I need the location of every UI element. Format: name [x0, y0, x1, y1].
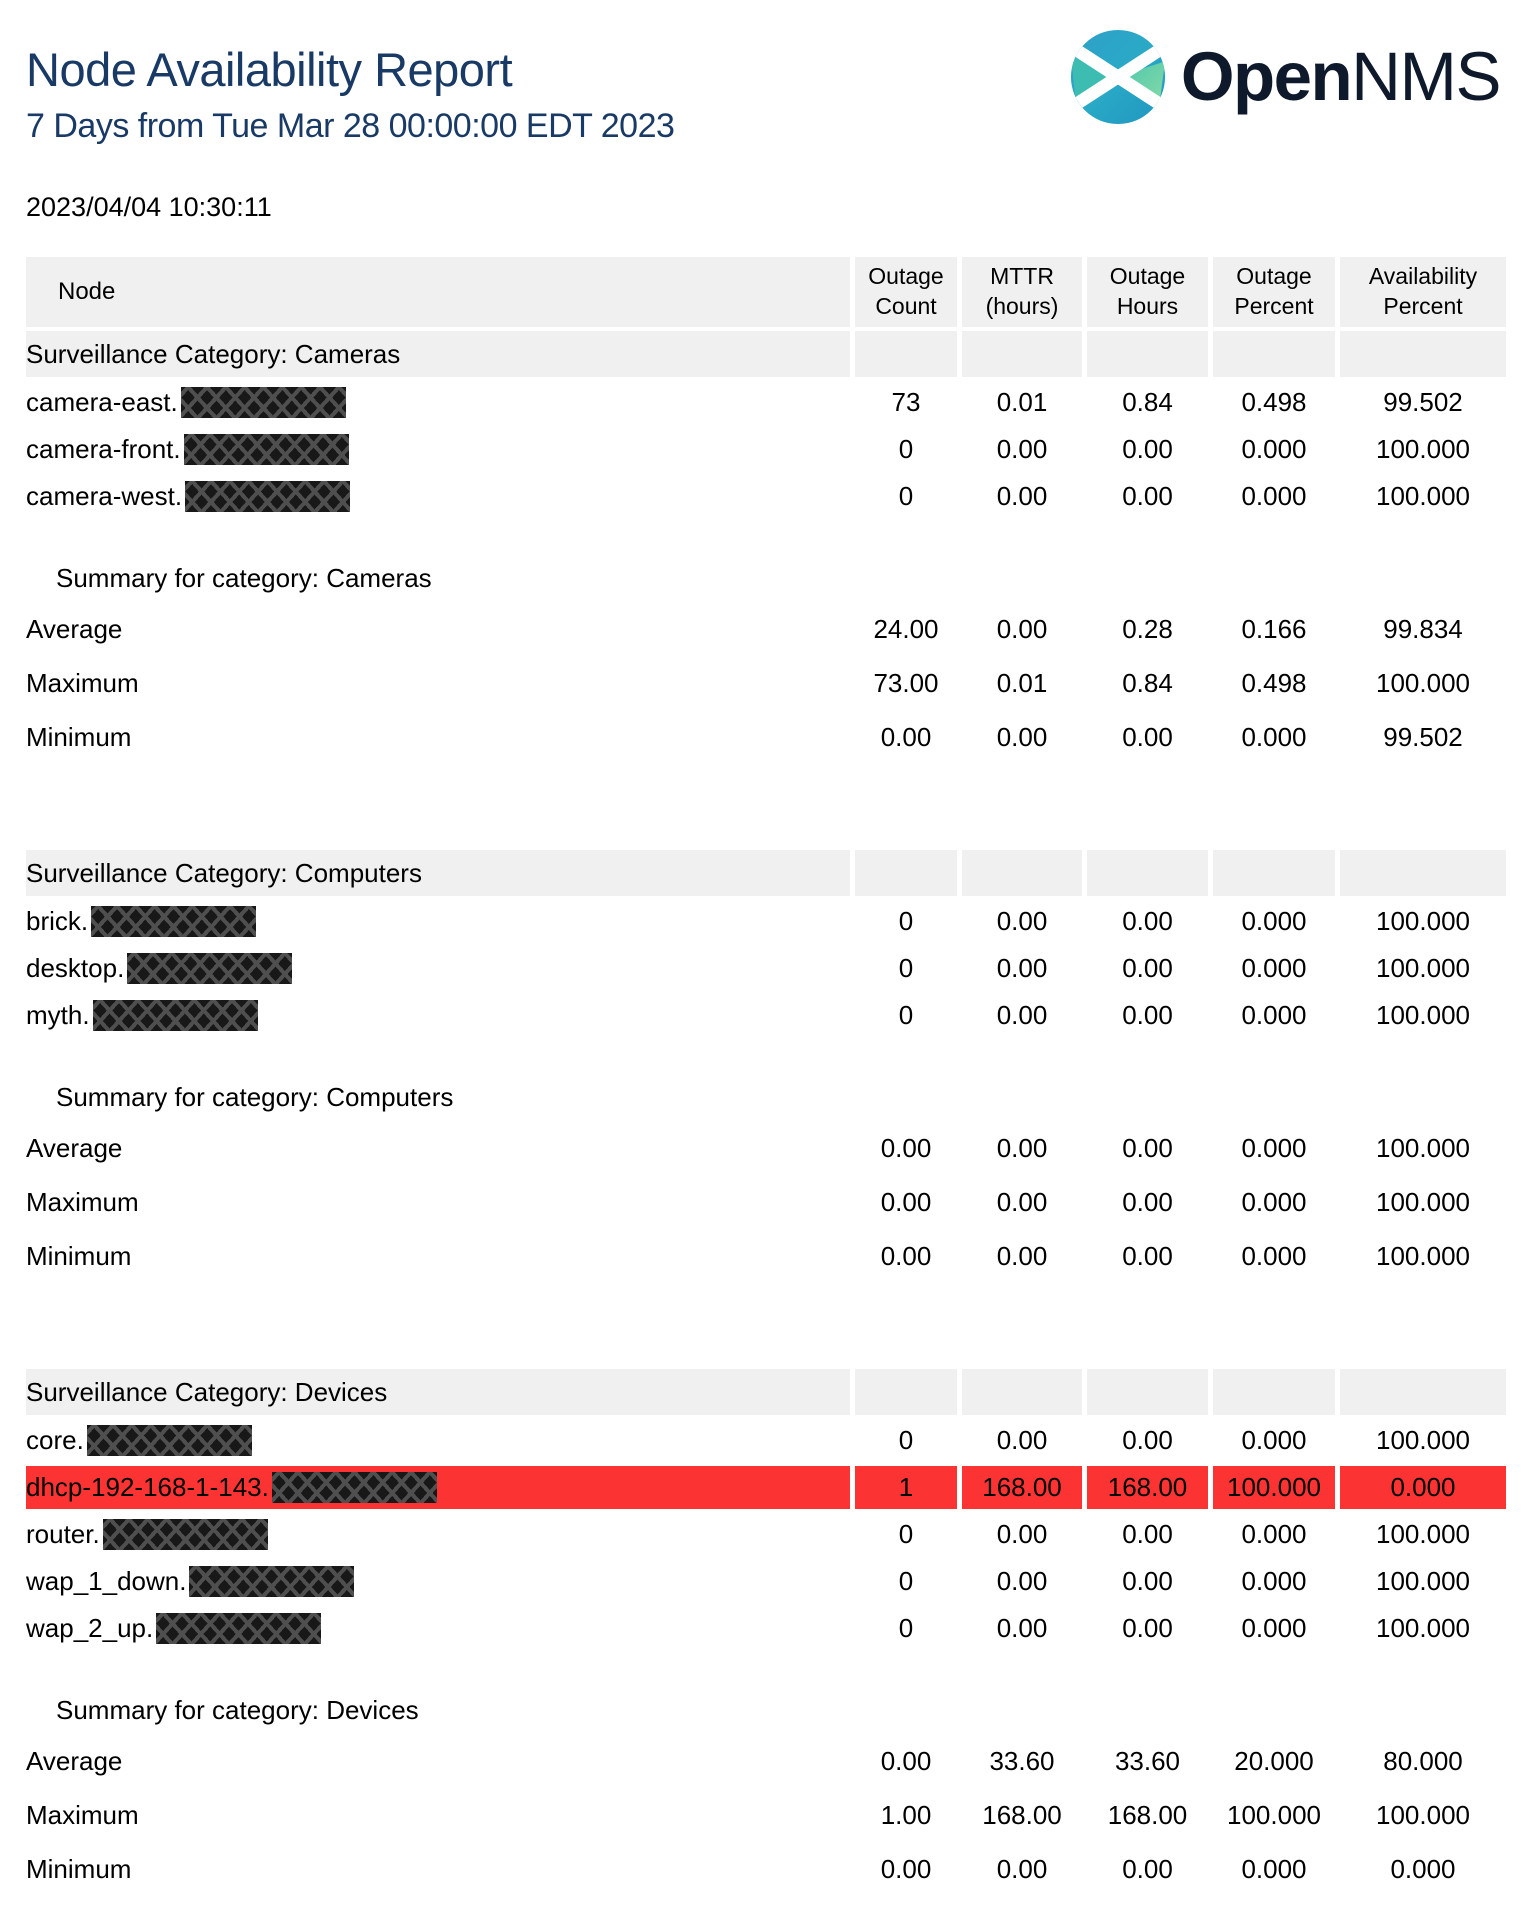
category-fill-cell: [1213, 850, 1335, 896]
node-name: [26, 1513, 850, 1556]
summary-stat-label: Maximum: [26, 667, 139, 698]
node-name: [26, 1560, 850, 1603]
outage-count-summary-value: 0.00: [880, 721, 932, 752]
column-header-outage-hours: Outage Hours: [1087, 257, 1208, 327]
opennms-globe-icon: [1069, 28, 1167, 126]
report-header: [0, 0, 1526, 146]
mttr-hours-value: 0.00: [996, 1566, 1048, 1596]
category-label: Surveillance Category: Computers: [26, 850, 850, 896]
wordmark-open: Open: [1180, 38, 1352, 115]
outage-percent-summary-value: 20.000: [1234, 1745, 1314, 1776]
outage-count-summary-value: 0.00: [880, 1240, 932, 1271]
node-name-prefix: desktop.: [26, 953, 125, 983]
outage-hours-summary-value: 168.00: [1107, 1799, 1188, 1830]
outage-percent-value: 0.000: [1241, 434, 1307, 464]
spacer-cell: [26, 1654, 1506, 1684]
node-name-prefix: camera-west.: [26, 481, 183, 511]
availability-percent-value: 99.502: [1383, 387, 1463, 417]
mttr-hours-summary-value: 0.00: [996, 1132, 1048, 1163]
mttr-hours-value: 0.00: [996, 481, 1048, 511]
node-name: [26, 381, 850, 424]
node-name-prefix: router.: [26, 1519, 100, 1549]
report-period-subtitle: 7 Days from Tue Mar 28 00:00:00 EDT 2023: [26, 107, 675, 145]
availability-percent-summary-value: 100.000: [1376, 1186, 1470, 1217]
mttr-hours-value: 0.00: [996, 1000, 1048, 1030]
redaction-box: [103, 1519, 268, 1550]
mttr-hours-value: 0.00: [996, 1613, 1048, 1643]
availability-percent-summary-value: 100.000: [1376, 1240, 1470, 1271]
availability-percent-value: 100.000: [1376, 953, 1470, 983]
node-row: [26, 475, 1506, 518]
node-row: [26, 1513, 1506, 1556]
redaction-box: [87, 1425, 252, 1456]
outage-count-value: 0: [898, 1613, 914, 1643]
spacer-row: [26, 1285, 1506, 1365]
node-row: [26, 994, 1506, 1037]
outage-count-value: 1: [855, 1466, 957, 1509]
page-title: Node Availability Report: [26, 43, 513, 96]
column-header-mttr-hours: MTTR (hours): [962, 257, 1082, 327]
outage-count-summary-value: 0.00: [880, 1745, 932, 1776]
opennms-logo: [1069, 28, 1500, 126]
availability-percent-value: 0.000: [1340, 1466, 1506, 1509]
outage-count-value: 0: [898, 953, 914, 983]
summary-heading-row: [26, 1688, 1506, 1732]
summary-heading: Summary for category: Devices: [56, 1694, 419, 1725]
outage-count-value: 0: [898, 1000, 914, 1030]
outage-count-value: 0: [898, 481, 914, 511]
redaction-box: [272, 1472, 437, 1503]
mttr-hours-summary-value: 33.60: [989, 1745, 1055, 1776]
availability-percent-value: 100.000: [1376, 906, 1470, 936]
outage-count-summary-value: 0.00: [880, 1853, 932, 1884]
summary-heading-row: [26, 556, 1506, 600]
mttr-hours-summary-value: 0.00: [996, 1240, 1048, 1271]
outage-percent-value: 0.000: [1241, 906, 1307, 936]
summary-stat-label: Minimum: [26, 721, 132, 752]
category-fill-cell: [1213, 331, 1335, 377]
summary-stat-label: Maximum: [26, 1799, 139, 1830]
category-fill-cell: [1087, 1369, 1208, 1415]
node-row: [26, 428, 1506, 471]
category-fill-cell: [1087, 850, 1208, 896]
availability-percent-value: 100.000: [1376, 1613, 1470, 1643]
category-label: Surveillance Category: Devices: [26, 1369, 850, 1415]
outage-hours-value: 0.00: [1122, 1000, 1173, 1030]
summary-row: [26, 658, 1506, 708]
mttr-hours-value: 0.01: [996, 387, 1048, 417]
category-fill-cell: [962, 331, 1082, 377]
outage-hours-value: 0.00: [1122, 481, 1173, 511]
summary-row: [26, 1790, 1506, 1840]
node-name: [26, 947, 850, 990]
summary-stat-label: Average: [26, 1132, 123, 1163]
summary-heading: Summary for category: Cameras: [56, 562, 432, 593]
column-header-outage-percent: Outage Percent: [1213, 257, 1335, 327]
availability-percent-value: 100.000: [1376, 1425, 1470, 1455]
mttr-hours-value: 0.00: [996, 1519, 1048, 1549]
category-fill-cell: [962, 850, 1082, 896]
outage-percent-value: 0.498: [1241, 387, 1307, 417]
outage-count-summary-value: 0.00: [880, 1132, 932, 1163]
column-header-outage-count: Outage Count: [855, 257, 957, 327]
mttr-hours-summary-value: 168.00: [982, 1799, 1062, 1830]
spacer-cell: [26, 1041, 1506, 1071]
category-fill-cell: [1213, 1369, 1335, 1415]
outage-hours-value: 0.00: [1122, 1566, 1173, 1596]
outage-percent-summary-value: 0.000: [1241, 1186, 1307, 1217]
node-name-prefix: wap_1_down.: [26, 1566, 187, 1596]
column-header-row: [26, 257, 1506, 327]
category-fill-cell: [855, 1369, 957, 1415]
outage-hours-summary-value: 0.00: [1122, 1186, 1173, 1217]
outage-hours-summary-value: 0.00: [1122, 1853, 1173, 1884]
outage-count-value: 0: [898, 434, 914, 464]
outage-hours-summary-value: 0.84: [1122, 667, 1173, 698]
outage-percent-value: 0.000: [1241, 1566, 1307, 1596]
outage-percent-summary-value: 0.498: [1241, 667, 1307, 698]
spacer-cell: [26, 766, 1506, 846]
category-fill-cell: [1340, 331, 1506, 377]
opennms-wordmark: [1181, 28, 1500, 126]
summary-stat-label: Average: [26, 1745, 123, 1776]
column-header-node: Node: [26, 257, 850, 327]
spacer-row: [26, 1041, 1506, 1071]
category-fill-cell: [1087, 331, 1208, 377]
availability-percent-summary-value: 0.000: [1390, 1853, 1456, 1884]
category-fill-cell: [855, 331, 957, 377]
outage-hours-summary-value: 33.60: [1114, 1745, 1181, 1776]
outage-percent-summary-value: 0.166: [1241, 613, 1307, 644]
node-name: [26, 1419, 850, 1462]
outage-percent-value: 0.000: [1241, 1519, 1307, 1549]
outage-percent-value: 0.000: [1241, 481, 1307, 511]
mttr-hours-value: 168.00: [962, 1466, 1082, 1509]
availability-table: [21, 253, 1511, 1898]
redaction-box: [185, 481, 350, 512]
mttr-hours-summary-value: 0.00: [996, 721, 1048, 752]
node-name: [26, 994, 850, 1037]
node-name: [26, 428, 850, 471]
outage-count-summary-value: 1.00: [880, 1799, 932, 1830]
category-row: [26, 331, 1506, 377]
outage-count-summary-value: 0.00: [880, 1186, 932, 1217]
summary-stat-label: Maximum: [26, 1186, 139, 1217]
node-row: [26, 900, 1506, 943]
availability-percent-value: 100.000: [1376, 1000, 1470, 1030]
availability-percent-summary-value: 99.502: [1383, 721, 1463, 752]
node-name: [26, 1466, 850, 1509]
summary-heading: Summary for category: Computers: [56, 1081, 454, 1112]
node-name: [26, 475, 850, 518]
node-name: [26, 1607, 850, 1650]
category-row: [26, 850, 1506, 896]
outage-count-summary-value: 73.00: [873, 667, 939, 698]
availability-percent-value: 100.000: [1376, 481, 1470, 511]
mttr-hours-summary-value: 0.00: [996, 613, 1048, 644]
outage-percent-summary-value: 0.000: [1241, 1853, 1307, 1884]
spacer-cell: [26, 522, 1506, 552]
spacer-row: [26, 522, 1506, 552]
outage-count-summary-value: 24.00: [873, 613, 939, 644]
redaction-box: [93, 1000, 258, 1031]
summary-stat-label: Average: [26, 613, 123, 644]
report-titles: [26, 26, 674, 146]
summary-heading-row: [26, 1075, 1506, 1119]
outage-hours-value: 0.00: [1122, 1613, 1173, 1643]
outage-hours-summary-value: 0.00: [1122, 721, 1173, 752]
mttr-hours-value: 0.00: [996, 434, 1048, 464]
availability-percent-summary-value: 100.000: [1376, 667, 1470, 698]
availability-percent-summary-value: 99.834: [1383, 613, 1463, 644]
node-name: [26, 900, 850, 943]
summary-stat-label: Minimum: [26, 1853, 132, 1884]
redaction-box: [156, 1613, 321, 1644]
availability-percent-summary-value: 100.000: [1376, 1132, 1470, 1163]
outage-hours-value: 0.00: [1122, 953, 1173, 983]
node-row: [26, 1560, 1506, 1603]
node-name-prefix: brick.: [26, 906, 89, 936]
redaction-box: [181, 387, 346, 418]
category-label: Surveillance Category: Cameras: [26, 331, 850, 377]
availability-percent-value: 100.000: [1376, 1519, 1470, 1549]
summary-row: [26, 1736, 1506, 1786]
availability-percent-summary-value: 100.000: [1376, 1799, 1470, 1830]
node-row: [26, 1419, 1506, 1462]
category-fill-cell: [962, 1369, 1082, 1415]
availability-percent-summary-value: 80.000: [1383, 1745, 1463, 1776]
node-name-prefix: wap_2_up.: [26, 1613, 154, 1643]
spacer-row: [26, 1654, 1506, 1684]
outage-count-value: 0: [898, 906, 914, 936]
outage-hours-summary-value: 0.28: [1122, 613, 1173, 644]
outage-hours-summary-value: 0.00: [1122, 1132, 1173, 1163]
outage-percent-summary-value: 0.000: [1241, 721, 1307, 752]
category-fill-cell: [1340, 1369, 1506, 1415]
column-header-availability-percent: Availability Percent: [1340, 257, 1506, 327]
outage-hours-value: 0.00: [1122, 906, 1173, 936]
mttr-hours-value: 0.00: [996, 1425, 1048, 1455]
redaction-box: [189, 1566, 354, 1597]
outage-count-value: 73: [891, 387, 921, 417]
outage-percent-value: 0.000: [1241, 1000, 1307, 1030]
mttr-hours-value: 0.00: [996, 906, 1048, 936]
outage-percent-value: 0.000: [1241, 1613, 1307, 1643]
summary-row: [26, 1231, 1506, 1281]
node-row: [26, 947, 1506, 990]
outage-percent-summary-value: 100.000: [1227, 1799, 1321, 1830]
summary-row: [26, 604, 1506, 654]
table-body: [26, 331, 1506, 1894]
redaction-box: [184, 434, 349, 465]
outage-percent-value: 0.000: [1241, 953, 1307, 983]
outage-hours-value: 0.00: [1122, 434, 1173, 464]
outage-count-value: 0: [898, 1566, 914, 1596]
category-row: [26, 1369, 1506, 1415]
node-name-prefix: myth.: [26, 1000, 90, 1030]
mttr-hours-summary-value: 0.01: [996, 667, 1048, 698]
redaction-box: [127, 953, 292, 984]
node-name-prefix: core.: [26, 1425, 84, 1455]
table-header: [26, 257, 1506, 327]
mttr-hours-summary-value: 0.00: [996, 1186, 1048, 1217]
node-name-prefix: camera-front.: [26, 434, 181, 464]
wordmark-nms: NMS: [1351, 38, 1500, 115]
outage-hours-value: 168.00: [1087, 1466, 1208, 1509]
node-name-prefix: camera-east.: [26, 387, 178, 417]
node-name-prefix: dhcp-192-168-1-143.: [26, 1472, 269, 1502]
generated-timestamp: 2023/04/04 10:30:11: [26, 192, 272, 222]
summary-row: [26, 712, 1506, 762]
node-row: [26, 1607, 1506, 1650]
outage-percent-summary-value: 0.000: [1241, 1132, 1307, 1163]
outage-hours-summary-value: 0.00: [1122, 1240, 1173, 1271]
spacer-row: [26, 766, 1506, 846]
redaction-box: [91, 906, 256, 937]
outage-count-value: 0: [898, 1425, 914, 1455]
spacer-cell: [26, 1285, 1506, 1365]
node-row: [26, 381, 1506, 424]
availability-percent-value: 100.000: [1376, 1566, 1470, 1596]
summary-row: [26, 1123, 1506, 1173]
outage-hours-value: 0.00: [1122, 1519, 1173, 1549]
outage-count-value: 0: [898, 1519, 914, 1549]
availability-percent-value: 100.000: [1376, 434, 1470, 464]
category-fill-cell: [1340, 850, 1506, 896]
summary-row: [26, 1844, 1506, 1894]
summary-row: [26, 1177, 1506, 1227]
outage-hours-value: 0.00: [1122, 1425, 1173, 1455]
summary-stat-label: Minimum: [26, 1240, 132, 1271]
mttr-hours-value: 0.00: [996, 953, 1048, 983]
outage-hours-value: 0.84: [1122, 387, 1173, 417]
outage-percent-value: 0.000: [1241, 1425, 1307, 1455]
outage-percent-value: 100.000: [1213, 1466, 1335, 1509]
category-fill-cell: [855, 850, 957, 896]
outage-percent-summary-value: 0.000: [1241, 1240, 1307, 1271]
mttr-hours-summary-value: 0.00: [996, 1853, 1048, 1884]
node-row-highlighted: [26, 1466, 1506, 1509]
